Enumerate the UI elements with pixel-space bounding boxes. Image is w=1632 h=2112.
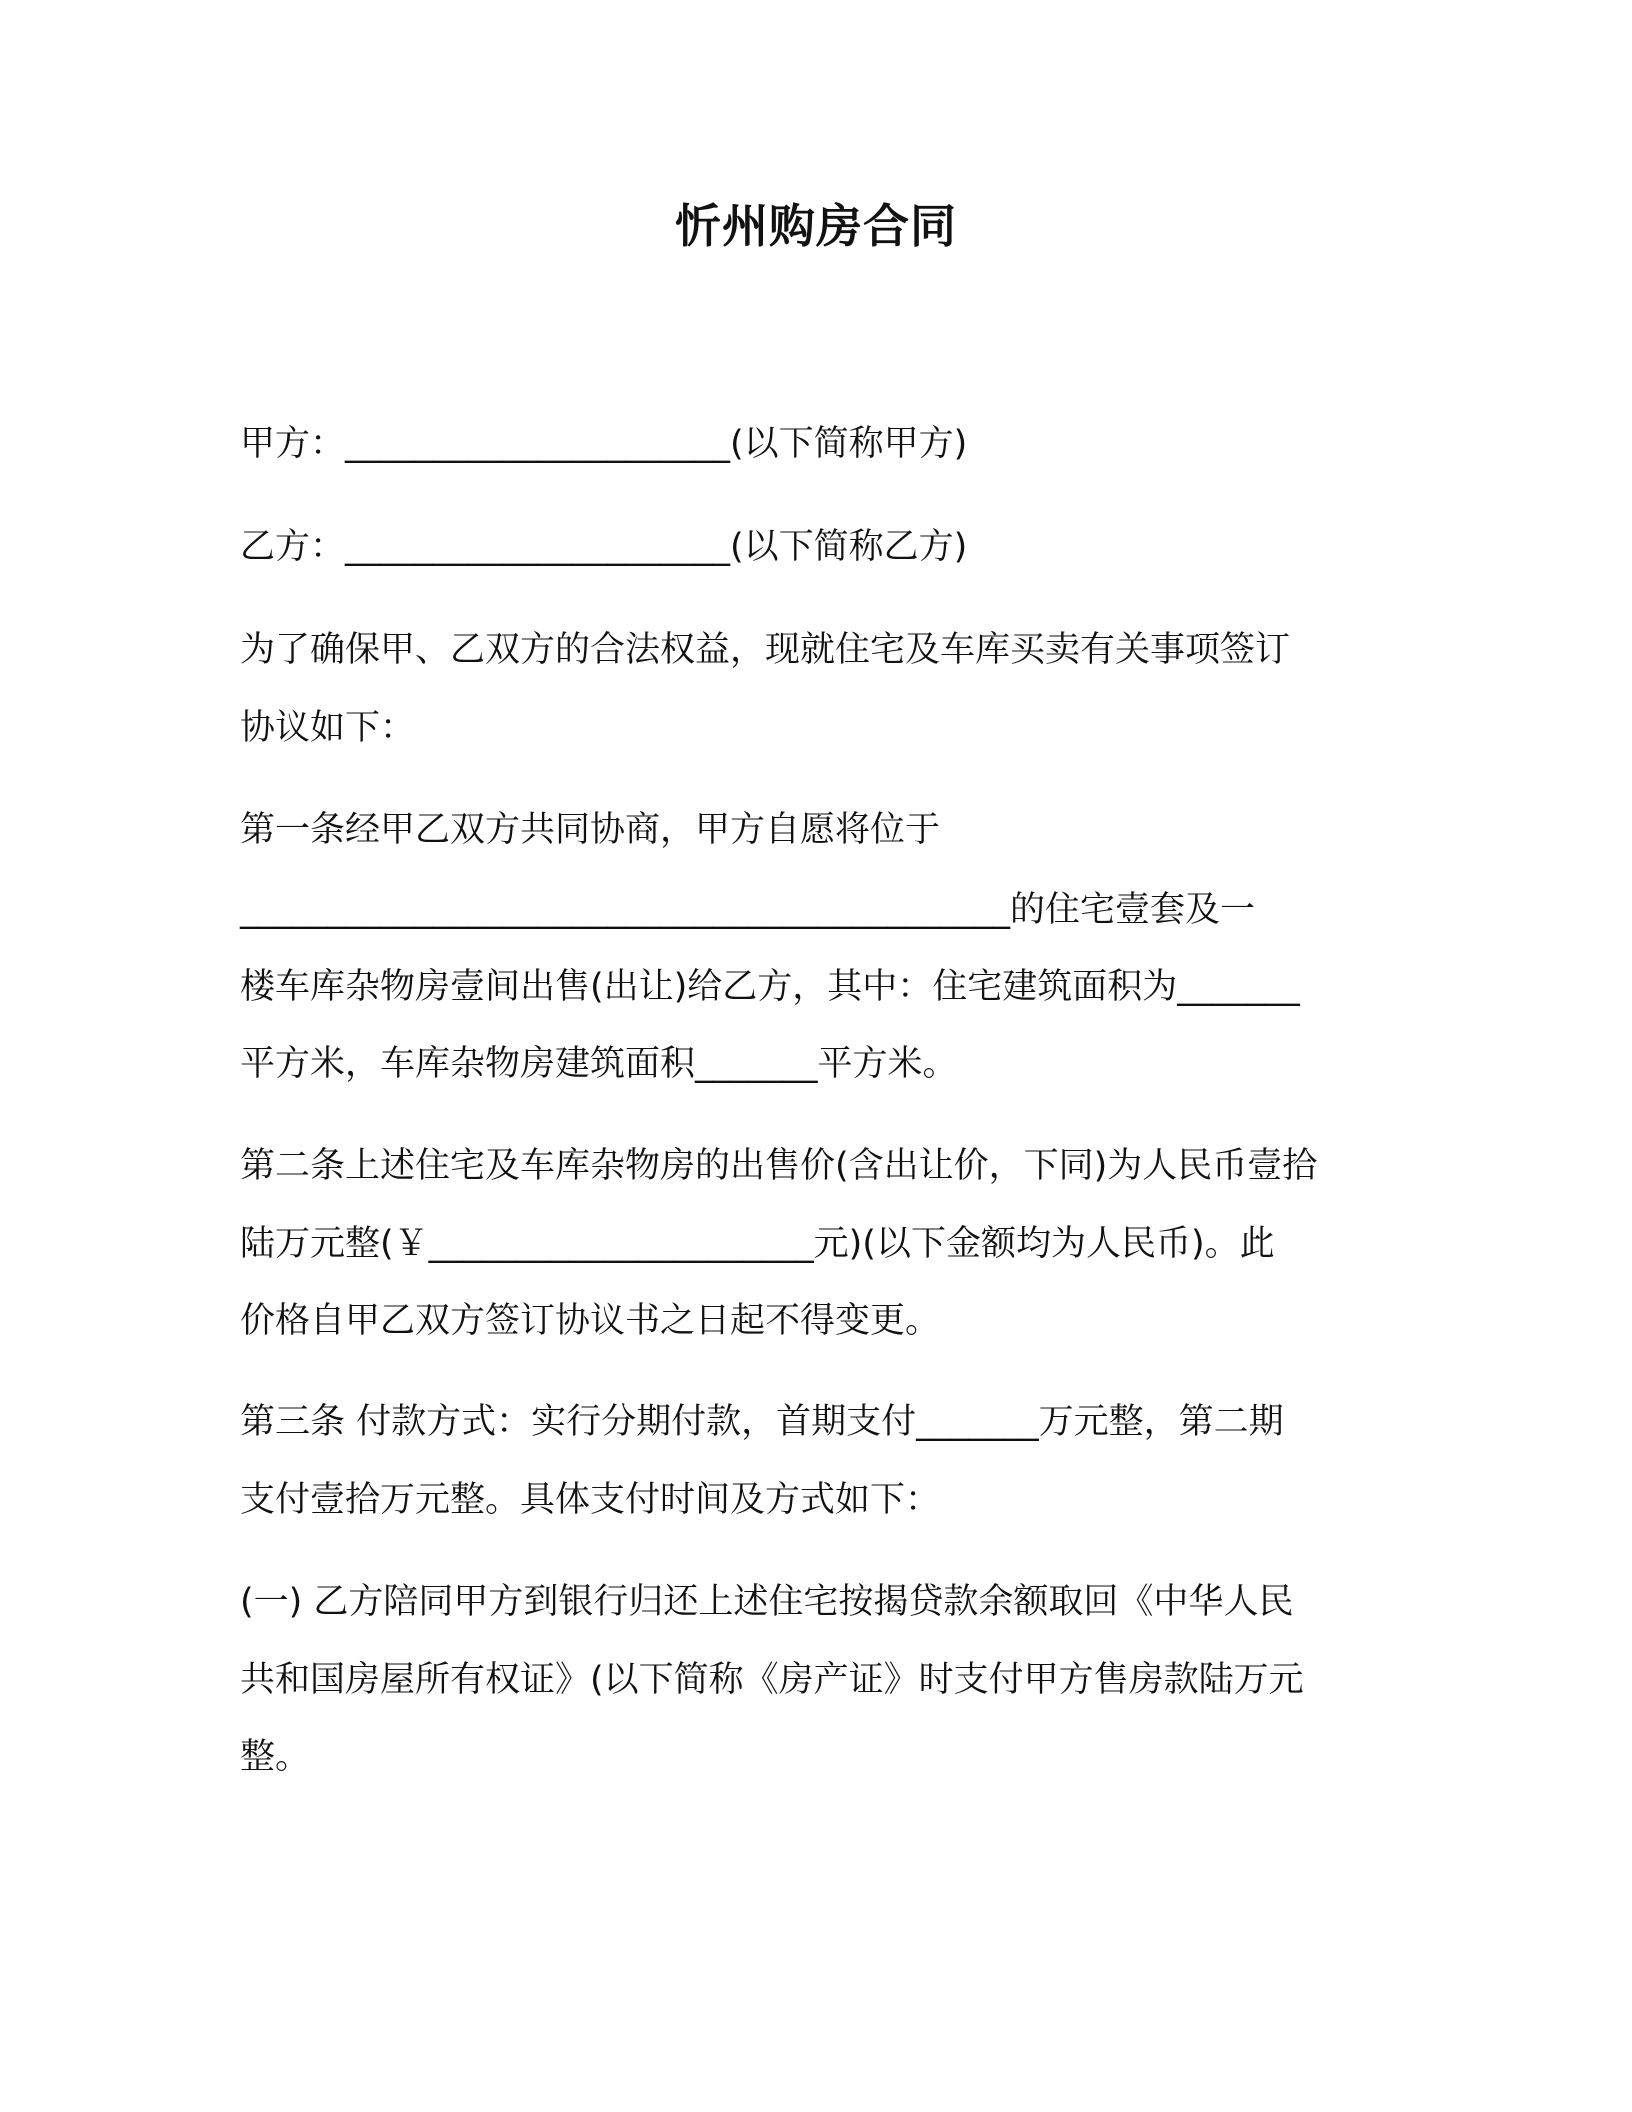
document-title: 忻州购房合同 xyxy=(675,199,957,253)
article-1-line-2: ____________________________________________的住宅壹套及一 xyxy=(240,890,1256,930)
article-3-line-1: 第三条 付款方式：实行分期付款，首期支付_______万元整，第二期 xyxy=(240,1402,1284,1442)
article-2-line-1: 第二条上述住宅及车库杂物房的出售价(含出让价，下同)为人民币壹拾 xyxy=(240,1146,1318,1186)
article-1-line-1: 第一条经甲乙双方共同协商，甲方自愿将位于 xyxy=(240,810,941,850)
article-2-line-2: 陆万元整(￥______________________元)(以下金额均为人民币)。此 xyxy=(240,1224,1275,1264)
clause-1-line-1: (一) 乙方陪同甲方到银行归还上述住宅按揭贷款余额取回《中华人民 xyxy=(240,1582,1294,1622)
clause-1-line-3: 整。 xyxy=(240,1737,311,1777)
preamble-line-1: 为了确保甲、乙双方的合法权益，现就住宅及车库买卖有关事项签订 xyxy=(240,630,1291,670)
party-a-line: 甲方：______________________(以下简称甲方) xyxy=(240,424,968,464)
party-b-line: 乙方：______________________(以下简称乙方) xyxy=(240,527,968,567)
article-1-line-3: 楼车库杂物房壹间出售(出让)给乙方，其中：住宅建筑面积为_______ xyxy=(240,967,1300,1007)
article-2-line-3: 价格自甲乙双方签订协议书之日起不得变更。 xyxy=(240,1301,941,1341)
preamble-line-2: 协议如下： xyxy=(240,708,416,748)
clause-1-line-2: 共和国房屋所有权证》(以下简称《房产证》时支付甲方售房款陆万元 xyxy=(240,1660,1304,1700)
article-3-line-2: 支付壹拾万元整。具体支付时间及方式如下： xyxy=(240,1480,941,1520)
article-1-line-4: 平方米，车库杂物房建筑面积_______平方米。 xyxy=(240,1044,958,1084)
